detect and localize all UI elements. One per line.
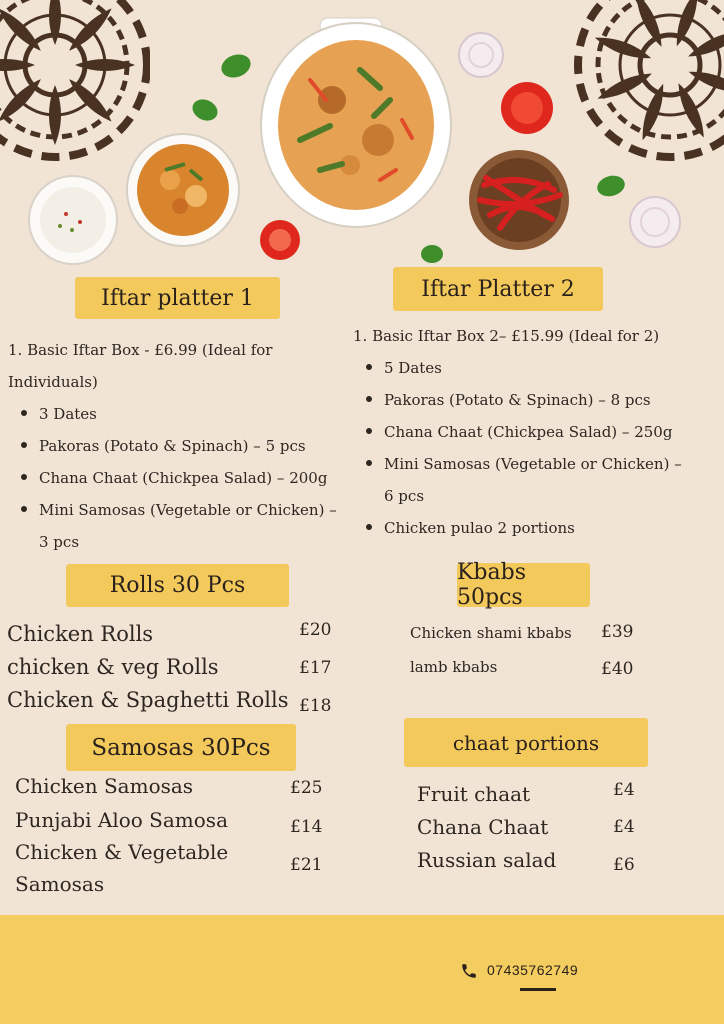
- menu-item-name: Fruit chaat: [417, 782, 531, 806]
- menu-item-name: chicken & veg Rolls: [7, 655, 219, 679]
- platter-1-items: [8, 398, 368, 526]
- menu-item-name: Chicken Rolls: [7, 622, 154, 646]
- list-item: Mini Samosas (Vegetable or Chicken) –: [8, 494, 368, 526]
- iftar-platter-1-heading: Iftar platter 1: [75, 277, 280, 319]
- list-item: Pakoras (Potato & Spinach) – 8 pcs: [353, 384, 721, 416]
- menu-item-name: Russian salad: [417, 848, 557, 872]
- list-item-cont: 3 pcs: [39, 533, 80, 551]
- tomato-slice-image: [260, 220, 300, 260]
- menu-item-name: Punjabi Aloo Samosa: [15, 808, 228, 832]
- menu-item-price: £6: [613, 855, 635, 875]
- iftar-platter-2-description: [353, 320, 721, 544]
- list-item: Chicken pulao 2 portions: [353, 512, 721, 544]
- phone-number-link[interactable]: 07435762749: [487, 962, 579, 978]
- rolls-heading: Rolls 30 Pcs: [66, 564, 289, 607]
- menu-item-price: £20: [299, 620, 332, 640]
- platter-2-items: [353, 352, 721, 544]
- menu-item-price: £40: [601, 659, 634, 679]
- biryani-dish-image: [261, 18, 451, 227]
- list-item: Mini Samosas (Vegetable or Chicken) –: [353, 448, 721, 480]
- footer-band: [0, 915, 724, 1024]
- menu-item-price: £17: [299, 658, 332, 678]
- platter-1-intro-cont: Individuals): [8, 373, 98, 391]
- chilli-bowl-image: [469, 150, 569, 250]
- menu-item-price: £25: [290, 778, 323, 798]
- menu-item-price: £39: [601, 622, 634, 642]
- raita-bowl-image: [29, 176, 117, 264]
- list-item: Chana Chaat (Chickpea Salad) – 250g: [353, 416, 721, 448]
- menu-item-price: £18: [299, 696, 332, 716]
- iftar-platter-2-heading: Iftar Platter 2: [393, 267, 603, 311]
- menu-item-name: lamb kbabs: [410, 658, 498, 676]
- curry-bowl-image: [127, 134, 239, 246]
- phone-icon: [460, 962, 478, 980]
- chaat-heading: chaat portions: [404, 718, 648, 767]
- kbabs-heading: Kbabs 50pcs: [457, 563, 590, 607]
- onion-slice-image: [630, 197, 680, 247]
- list-item: Pakoras (Potato & Spinach) – 5 pcs: [8, 430, 368, 462]
- footer-divider: [520, 988, 556, 991]
- list-item: 3 Dates: [8, 398, 368, 430]
- menu-item-name: Chicken & Spaghetti Rolls: [7, 688, 289, 712]
- list-item: Chana Chaat (Chickpea Salad) – 200g: [8, 462, 368, 494]
- menu-item-price: £4: [613, 817, 635, 837]
- menu-item-price: £4: [613, 780, 635, 800]
- menu-item-name: Chana Chaat: [417, 815, 549, 839]
- menu-item-price: £21: [290, 855, 323, 875]
- onion-image: [459, 33, 503, 77]
- food-illustration: [0, 0, 724, 270]
- samosas-heading: Samosas 30Pcs: [66, 724, 296, 771]
- menu-item-name-cont: Samosas: [15, 872, 105, 896]
- menu-item-name: Chicken Samosas: [15, 774, 194, 798]
- list-item-cont: 6 pcs: [384, 487, 425, 505]
- platter-2-intro: 1. Basic Iftar Box 2– £15.99 (Ideal for 2): [353, 327, 660, 345]
- menu-item-name: Chicken shami kbabs: [410, 624, 572, 642]
- iftar-platter-1-description: [8, 334, 368, 558]
- menu-item-price: £14: [290, 817, 323, 837]
- menu-item-name: Chicken & Vegetable: [15, 840, 229, 864]
- platter-1-intro: 1. Basic Iftar Box - £6.99 (Ideal for: [8, 341, 273, 359]
- list-item: 5 Dates: [353, 352, 721, 384]
- tomato-image: [501, 82, 553, 134]
